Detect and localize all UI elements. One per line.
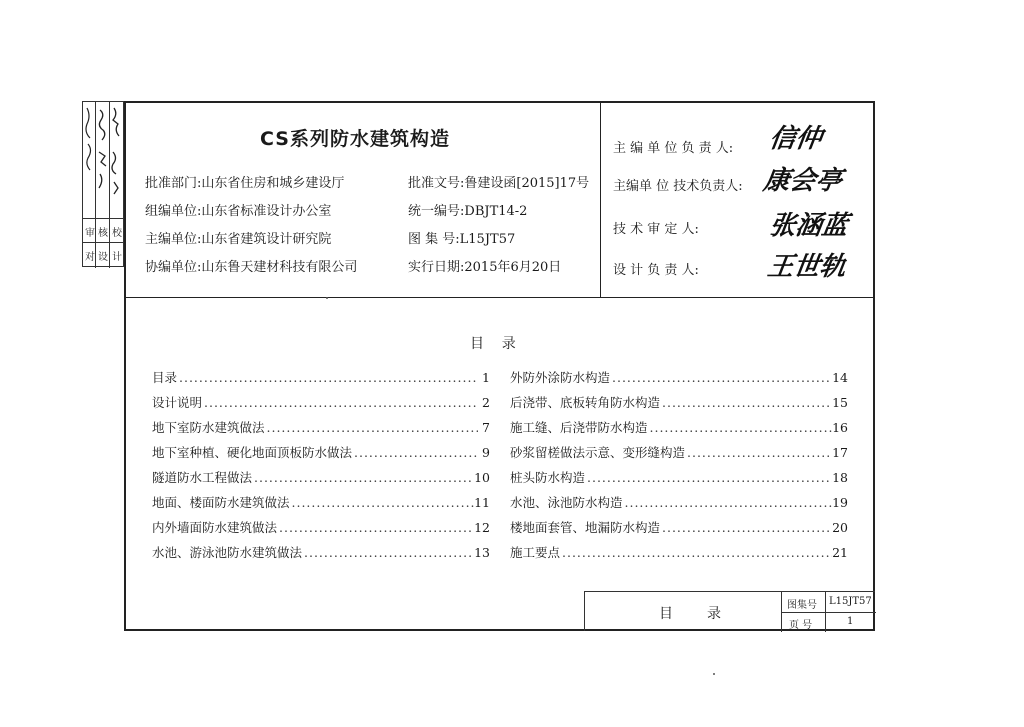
approval-row: 批准部门:山东省住房和城乡建设厅 bbox=[145, 176, 345, 191]
title-block-name: 目录 bbox=[659, 606, 755, 622]
toc-left-column bbox=[152, 368, 490, 568]
approval-row: 图 集 号:L15JT57 bbox=[408, 232, 516, 247]
page-title: CS系列防水建筑构造 bbox=[260, 128, 450, 150]
toc-heading: 目 录 bbox=[470, 336, 516, 352]
toc-right-column bbox=[510, 368, 848, 568]
side-stamp-cell: 核 bbox=[98, 228, 108, 239]
toc-item[interactable]: 楼地面套管、地漏防水构造 ..... 20 bbox=[510, 518, 848, 543]
toc-item[interactable]: 施工要点 ..... 21 bbox=[510, 543, 848, 568]
approval-row: 批准文号:鲁建设函[2015]17号 bbox=[408, 176, 590, 191]
approval-row: 组编单位:山东省标准设计办公室 bbox=[145, 204, 332, 219]
toc-item[interactable]: 地下室种植、硬化地面顶板防水做法 ..... 9 bbox=[152, 443, 490, 468]
toc-item[interactable]: 水池、泳池防水构造 ..... 19 bbox=[510, 493, 848, 518]
toc-item[interactable]: 隧道防水工程做法 ..... 10 bbox=[152, 468, 490, 493]
atlas-label: 图集号 bbox=[787, 600, 817, 611]
side-stamp-cell: 校 bbox=[112, 228, 122, 239]
title-block bbox=[584, 591, 875, 631]
toc-item[interactable]: 水池、游泳池防水建筑做法 ..... 13 bbox=[152, 543, 490, 568]
toc-item[interactable]: 地下室防水建筑做法 ..... 7 bbox=[152, 418, 490, 443]
toc-item[interactable]: 目录 ..... 1 bbox=[152, 368, 490, 393]
role-label: 设 计 负 责 人: bbox=[613, 263, 699, 278]
approval-row: 实行日期:2015年6月20日 bbox=[408, 260, 562, 275]
toc-item[interactable]: 施工缝、后浇带防水构造 ..... 16 bbox=[510, 418, 848, 443]
side-stamp-cell: 设 bbox=[98, 252, 108, 263]
role-label: 主编单 位 技术负责人: bbox=[613, 179, 743, 194]
toc-item[interactable]: 外防外涂防水构造 ..... 14 bbox=[510, 368, 848, 393]
signature: 王世轨 bbox=[765, 252, 848, 282]
atlas-value: L15JT57 bbox=[829, 596, 872, 607]
side-stamp-cell: 审 bbox=[85, 228, 95, 239]
signature: 信仲 bbox=[767, 124, 824, 154]
toc-item[interactable]: 后浇带、底板转角防水构造 ..... 15 bbox=[510, 393, 848, 418]
scan-speck bbox=[326, 297, 328, 299]
toc-item[interactable]: 内外墙面防水建筑做法 ..... 12 bbox=[152, 518, 490, 543]
page-label: 页 号 bbox=[789, 620, 813, 631]
approval-row: 统一编号:DBJT14-2 bbox=[408, 204, 528, 219]
toc-item[interactable]: 砂浆留槎做法示意、变形缝构造 ..... 17 bbox=[510, 443, 848, 468]
handwritten-signatures bbox=[83, 104, 125, 216]
side-stamp-cell: 对 bbox=[85, 252, 95, 263]
approval-row: 主编单位:山东省建筑设计研究院 bbox=[145, 232, 332, 247]
signature: 张涵蓝 bbox=[767, 211, 850, 241]
role-label: 技 术 审 定 人: bbox=[613, 222, 699, 237]
toc-item[interactable]: 地面、楼面防水建筑做法 ..... 11 bbox=[152, 493, 490, 518]
toc-item[interactable]: 桩头防水构造 ..... 18 bbox=[510, 468, 848, 493]
approval-row: 协编单位:山东鲁天建材科技有限公司 bbox=[145, 260, 358, 275]
toc-item[interactable]: 设计说明 ..... 2 bbox=[152, 393, 490, 418]
role-label: 主 编 单 位 负 责 人: bbox=[613, 141, 734, 156]
page-value: 1 bbox=[847, 616, 854, 627]
side-stamp bbox=[82, 101, 124, 267]
side-stamp-cell: 计 bbox=[112, 252, 122, 263]
scan-speck bbox=[713, 673, 715, 675]
signature: 康会亭 bbox=[761, 166, 844, 196]
